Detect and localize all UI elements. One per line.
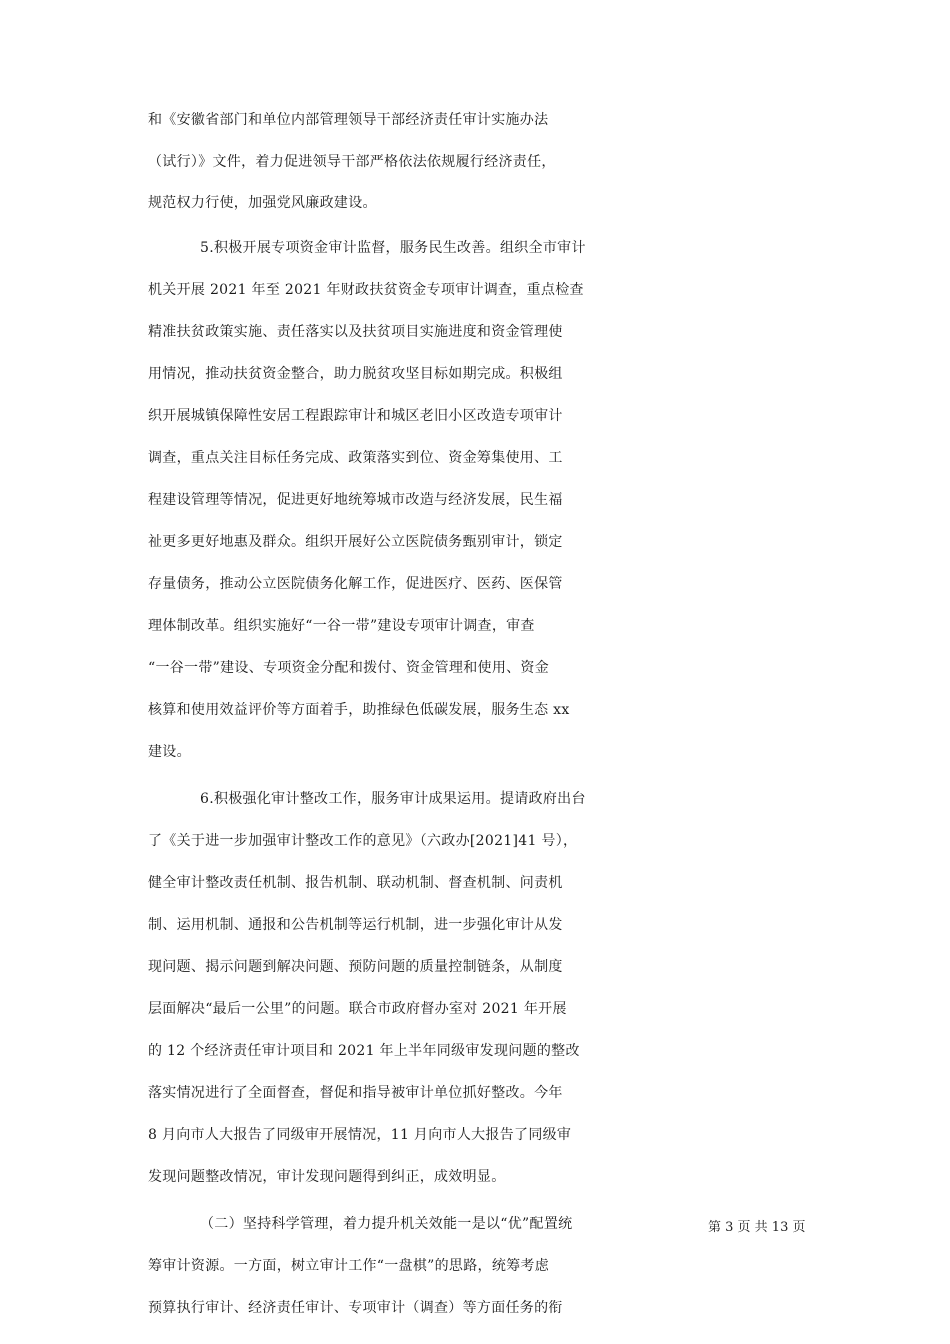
text-line: 的 12 个经济责任审计项目和 2021 年上半年同级审发现问题的整改 xyxy=(148,1043,580,1059)
text-line: （二）坚持科学管理，着力提升机关效能一是以“优”配置统 xyxy=(200,1216,573,1232)
text-line: 建设。 xyxy=(148,744,191,760)
text-line: “一谷一带”建设、专项资金分配和拨付、资金管理和使用、资金 xyxy=(148,660,550,676)
text-line: 程建设管理等情况，促进更好地统筹城市改造与经济发展，民生福 xyxy=(148,492,563,508)
text-line: 机关开展 2021 年至 2021 年财政扶贫资金专项审计调查，重点检查 xyxy=(148,282,584,298)
text-line: 8 月向市人大报告了同级审开展情况，11 月向市人大报告了同级审 xyxy=(148,1127,572,1143)
text-line: 5.积极开展专项资金审计监督，服务民生改善。组织全市审计 xyxy=(200,240,586,256)
text-line: 制、运用机制、通报和公告机制等运行机制，进一步强化审计从发 xyxy=(148,917,563,933)
text-line: 落实情况进行了全面督查，督促和指导被审计单位抓好整改。今年 xyxy=(148,1085,563,1101)
text-line: 调查，重点关注目标任务完成、政策落实到位、资金筹集使用、工 xyxy=(148,450,563,466)
text-line: 现问题、揭示问题到解决问题、预防问题的质量控制链条，从制度 xyxy=(148,959,563,975)
text-line: 核算和使用效益评价等方面着手，助推绿色低碳发展，服务生态 xx xyxy=(148,702,570,718)
text-line: 规范权力行使，加强党风廉政建设。 xyxy=(148,195,377,211)
text-line: 筹审计资源。一方面，树立审计工作“一盘棋”的思路，统筹考虑 xyxy=(148,1258,550,1274)
text-line: 祉更多更好地惠及群众。组织开展好公立医院债务甄别审计，锁定 xyxy=(148,534,563,550)
text-line: 精准扶贫政策实施、责任落实以及扶贫项目实施进度和资金管理使 xyxy=(148,324,563,340)
text-line: 用情况，推动扶贫资金整合，助力脱贫攻坚目标如期完成。积极组 xyxy=(148,366,563,382)
text-line: 织开展城镇保障性安居工程跟踪审计和城区老旧小区改造专项审计 xyxy=(148,408,563,424)
text-line: （试行）》文件，着力促进领导干部严格依法依规履行经济责任， xyxy=(148,154,556,170)
text-line: 6.积极强化审计整改工作，服务审计成果运用。提请政府出台 xyxy=(200,791,586,807)
text-line: 健全审计整改责任机制、报告机制、联动机制、督查机制、问责机 xyxy=(148,875,563,891)
text-line: 发现问题整改情况，审计发现问题得到纠正，成效明显。 xyxy=(148,1169,506,1185)
text-line: 了《关于进一步加强审计整改工作的意见》（六政办[2021]41 号）， xyxy=(148,833,578,849)
text-line: 预算执行审计、经济责任审计、专项审计（调查）等方面任务的衔 xyxy=(148,1300,563,1316)
text-line: 层面解决“最后一公里”的问题。联合市政府督办室对 2021 年开展 xyxy=(148,1001,567,1017)
text-line: 和《安徽省部门和单位内部管理领导干部经济责任审计实施办法 xyxy=(148,112,549,128)
page-number: 第 3 页 共 13 页 xyxy=(708,1220,806,1235)
text-line: 理体制改革。组织实施好“一谷一带”建设专项审计调查，审查 xyxy=(148,618,535,634)
text-line: 存量债务，推动公立医院债务化解工作，促进医疗、医药、医保管 xyxy=(148,576,563,592)
